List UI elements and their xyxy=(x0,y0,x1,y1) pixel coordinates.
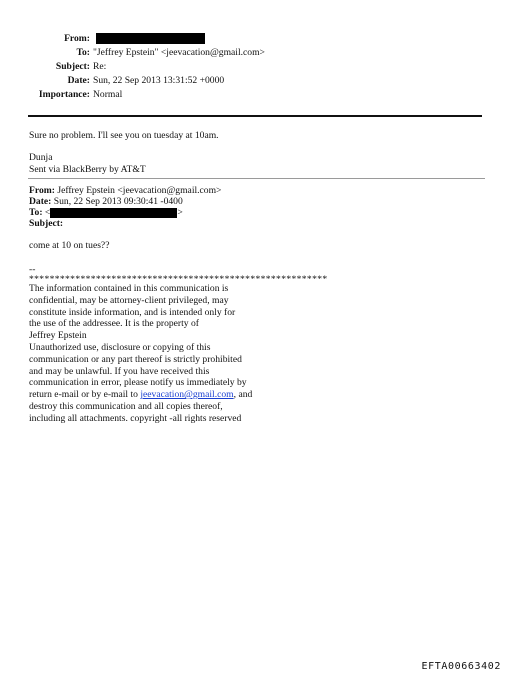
quoted-to-close: > xyxy=(177,207,183,218)
notice-line: communication in error, please notify us immediately by xyxy=(29,377,247,389)
signature-separator: -- xyxy=(29,264,36,275)
notice-line: confidential, may be attorney-client privileged, may xyxy=(29,294,229,306)
header-importance-label: Importance: xyxy=(38,89,90,100)
header-to-label: To: xyxy=(76,47,90,58)
quoted-subject-row xyxy=(29,218,63,229)
notice-line: including all attachments. copyright -all rights reserved xyxy=(29,412,242,424)
asterisk-divider: ********************************************************** xyxy=(29,274,328,285)
reply-body: Sure no problem. I'll see you on tuesday at 10am. xyxy=(29,130,219,141)
header-date-value: Sun, 22 Sep 2013 13:31:52 +0000 xyxy=(93,75,225,86)
email-link[interactable]: jeevacation@gmail.com xyxy=(140,389,234,401)
quoted-to-open: < xyxy=(44,207,51,218)
quoted-from-row xyxy=(29,185,221,196)
header-from-row xyxy=(62,33,205,45)
notice-line: Unauthorized use, disclosure or copying of this xyxy=(29,341,211,353)
header-importance-row xyxy=(34,89,122,101)
notice-line: The information contained in this communication is xyxy=(29,283,229,294)
quoted-to-row xyxy=(29,207,183,218)
quoted-from-label: From: xyxy=(29,185,55,196)
quoted-date-label: Date: xyxy=(29,196,52,207)
notice-line-with-link xyxy=(29,389,252,401)
header-from-label: From: xyxy=(64,33,90,44)
header-to-value: "Jeffrey Epstein" <jeevacation@gmail.com> xyxy=(93,47,265,58)
quoted-from-value: Jeffrey Epstein <jeevacation@gmail.com> xyxy=(57,185,222,196)
header-importance-value: Normal xyxy=(93,89,123,100)
quoted-to-label: To: xyxy=(29,207,43,218)
header-subject-label: Subject: xyxy=(55,61,90,72)
header-divider xyxy=(28,115,482,117)
notice-line: the use of the addressee. It is the property of xyxy=(29,318,199,330)
notice-line: communication or any part thereof is strictly prohibited xyxy=(29,353,242,365)
notice-line: constitute inside information, and is intended only for xyxy=(29,306,236,318)
header-date-label: Date: xyxy=(67,75,90,86)
document-id: EFTA00663402 xyxy=(421,661,501,672)
notice-return-prefix: return e-mail or by e-mail to xyxy=(29,389,141,401)
notice-line: Jeffrey Epstein xyxy=(29,330,87,342)
quoted-divider xyxy=(28,178,485,179)
signature-name: Dunja xyxy=(29,152,53,163)
redaction-block xyxy=(50,208,177,218)
quoted-date-row xyxy=(29,196,183,207)
confidentiality-notice xyxy=(29,283,252,425)
quoted-body: come at 10 on tues?? xyxy=(29,240,110,251)
notice-return-suffix: , and xyxy=(233,389,253,401)
quoted-date-value: Sun, 22 Sep 2013 09:30:41 -0400 xyxy=(53,196,183,207)
redaction-block xyxy=(96,33,205,44)
notice-line: destroy this communication and all copies thereof, xyxy=(29,400,223,412)
signature-device: Sent via BlackBerry by AT&T xyxy=(29,164,146,175)
header-subject-row xyxy=(52,61,106,73)
header-to-row xyxy=(62,47,265,59)
notice-line: and may be unlawful. If you have received this xyxy=(29,365,210,377)
quoted-subject-label: Subject: xyxy=(29,218,64,229)
header-subject-value: Re: xyxy=(93,61,107,72)
header-date-row xyxy=(62,75,224,87)
